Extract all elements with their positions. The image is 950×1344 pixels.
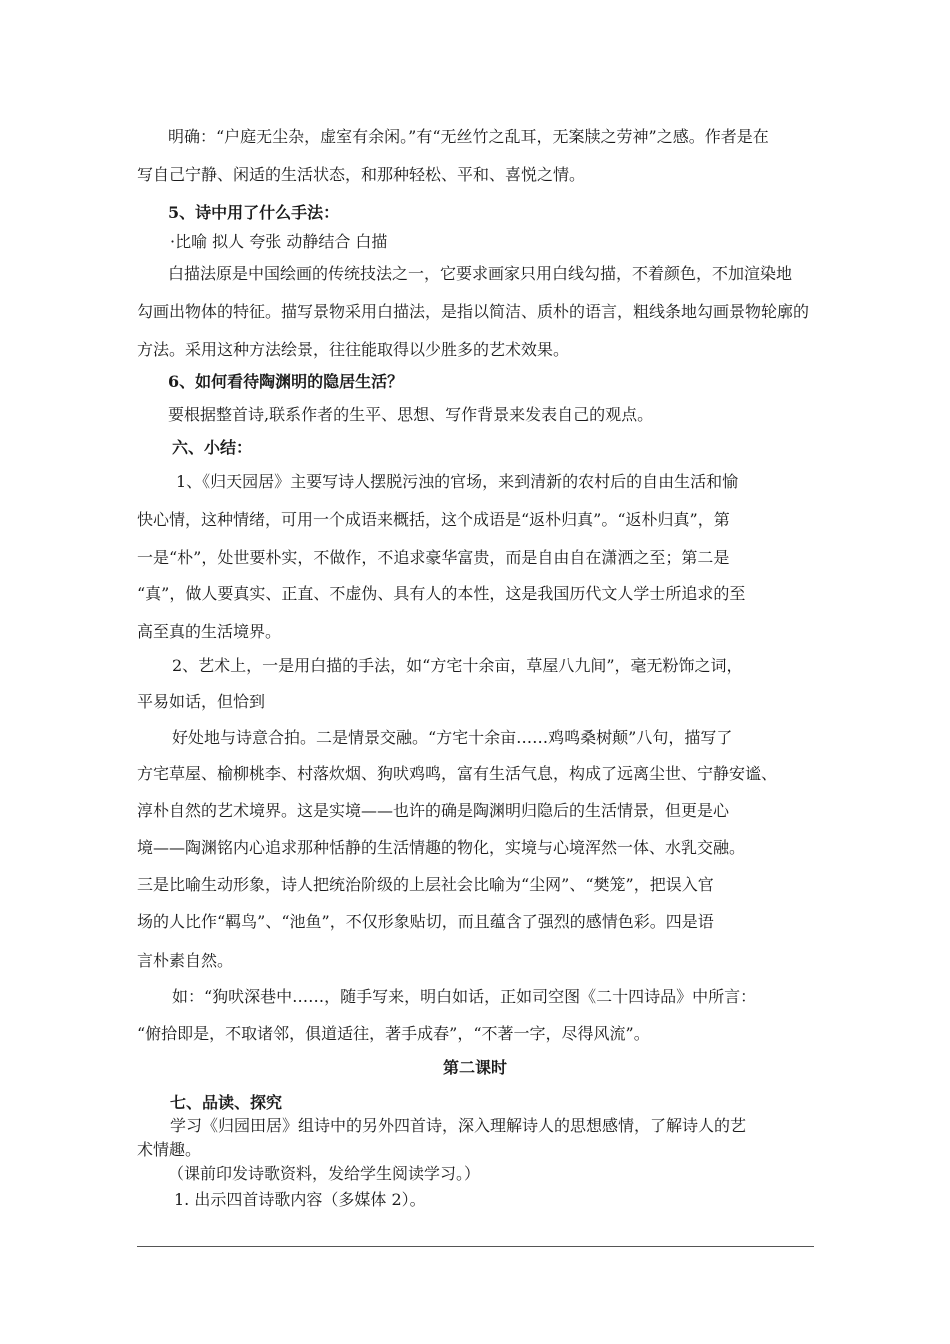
paragraph-line: 要根据整首诗,联系作者的生平、思想、写作背景来发表自己的观点。 (168, 405, 654, 424)
paragraph-line: ·比喻 拟人 夸张 动静结合 白描 (170, 232, 388, 251)
paragraph-line: 快心情，这种情绪，可用一个成语来概括，这个成语是“返朴归真”。“返朴归真”，第 (137, 510, 730, 529)
paragraph-line: 勾画出物体的特征。描写景物采用白描法，是指以简洁、质朴的语言，粗线条地勾画景物轮廓的 (137, 302, 810, 321)
paragraph-line: “真”，做人要真实、正直、不虚伪、具有人的本性，这是我国历代文人学士所追求的至 (137, 584, 746, 603)
lesson-heading: 第二课时 (442, 1058, 507, 1077)
paragraph-line: “俯拾即是，不取诸邻，俱道适往，著手成春”，“不著一字，尽得风流”。 (137, 1024, 650, 1043)
question-heading: 6、如何看待陶渊明的隐居生活？ (168, 372, 404, 391)
paragraph-line: 方宅草屋、榆柳桃李、村落炊烟、狗吠鸡鸣，富有生活气息，构成了远离尘世、宁静安谧、 (137, 764, 778, 783)
paragraph-line: 学习《归园田居》组诗中的另外四首诗，深入理解诗人的思想感情，了解诗人的艺 (170, 1116, 747, 1135)
footer-divider (137, 1246, 814, 1247)
section-heading: 七、品读、探究 (170, 1093, 283, 1112)
paragraph-line: 2、艺术上，一是用白描的手法，如“方宅十余亩，草屋八九间”，毫无粉饰之词， (172, 656, 743, 675)
paragraph-line: 如：“狗吠深巷中……，随手写来，明白如话，正如司空图《二十四诗品》中所言： (172, 987, 757, 1006)
paragraph-line: 三是比喻生动形象，诗人把统治阶级的上层社会比喻为“尘网”、“樊笼”，把误入官 (137, 875, 714, 894)
paragraph-line: 平易如话，但恰到 (137, 692, 266, 711)
paragraph-line: 方法。采用这种方法绘景，往往能取得以少胜多的艺术效果。 (137, 340, 570, 359)
paragraph-line: 言朴素自然。 (137, 951, 234, 970)
section-heading: 六、小结： (172, 438, 253, 457)
paragraph-line: 明确：“户庭无尘杂，虚室有余闲。”有“无丝竹之乱耳，无案牍之劳神”之感。作者是在 (168, 127, 769, 146)
paragraph-line: （课前印发诗歌资料，发给学生阅读学习。） (168, 1164, 481, 1183)
question-heading: 5、诗中用了什么手法： (168, 203, 340, 222)
paragraph-line: 写自己宁静、闲适的生活状态，和那种轻松、平和、喜悦之情。 (137, 165, 586, 184)
paragraph-line: 白描法原是中国绘画的传统技法之一，它要求画家只用白线勾描，不着颜色，不加渲染地 (168, 264, 793, 283)
paragraph-line: 术情趣。 (137, 1140, 202, 1159)
paragraph-line: 1、《归天园居》主要写诗人摆脱污浊的官场，来到清新的农村后的自由生活和愉 (176, 472, 739, 491)
paragraph-line: 高至真的生活境界。 (137, 622, 282, 641)
paragraph-line: 好处地与诗意合拍。二是情景交融。“方宅十余亩……鸡鸣桑树颠”八句，描写了 (172, 728, 733, 747)
paragraph-line: 境——陶渊铭内心追求那种恬静的生活情趣的物化，实境与心境浑然一体、水乳交融。 (137, 838, 746, 857)
paragraph-line: 淳朴自然的艺术境界。这是实境——也许的确是陶渊明归隐后的生活情景，但更是心 (137, 801, 730, 820)
paragraph-line: 一是“朴”，处世要朴实，不做作，不追求豪华富贵，而是自由自在潇洒之至；第二是 (137, 548, 730, 567)
paragraph-line: 1. 出示四首诗歌内容（多媒体 2）。 (174, 1190, 426, 1209)
paragraph-line: 场的人比作“羁鸟”、“池鱼”，不仅形象贴切，而且蕴含了强烈的感情色彩。四是语 (137, 912, 714, 931)
